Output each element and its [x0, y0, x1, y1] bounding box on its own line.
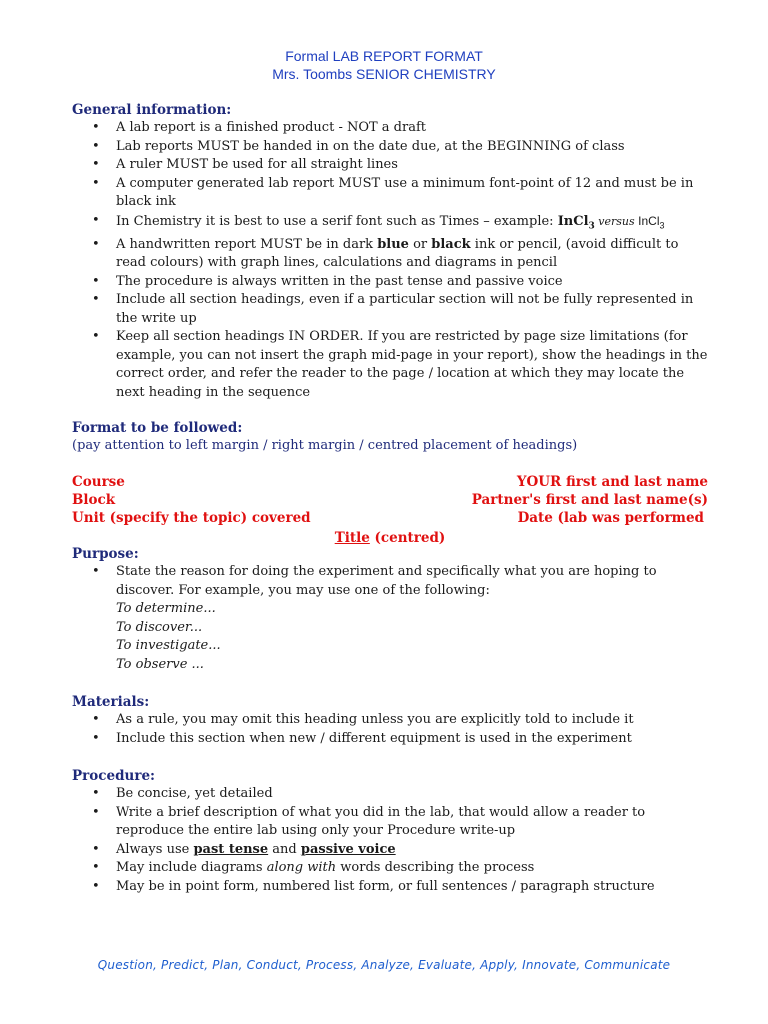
header-left: Course	[72, 474, 125, 490]
header-row-1	[72, 473, 708, 491]
title-word: Title (centred)	[334, 530, 446, 546]
section-heading: Materials:	[72, 694, 150, 710]
example-line: To investigate...	[116, 638, 221, 653]
bullet-marker: •	[92, 841, 100, 857]
header-left: Block	[72, 492, 116, 508]
bullet-list	[72, 119, 708, 402]
list-item	[72, 175, 708, 212]
list-item-text: Include all section headings, even if a particular section will not be fully represented in the write up	[116, 292, 694, 326]
list-item-text: Be concise, yet detailed	[116, 786, 273, 801]
header-right: Partner's first and last name(s)	[471, 492, 708, 508]
list-item	[72, 785, 708, 804]
bullet-list	[72, 785, 708, 896]
list-item: • May include diagrams along with words describing the process	[72, 859, 708, 878]
past-tense: past tense	[193, 841, 269, 857]
bold-black: black	[431, 236, 471, 252]
header-right: YOUR first and last name	[516, 474, 708, 490]
document-title	[0, 47, 768, 83]
list-item-text: Write a brief description of what you did in the lab, that would allow a reader to reproduce the entire lab using only your Procedure write-up	[116, 804, 646, 838]
materials-section	[72, 693, 708, 748]
example-line: To observe ...	[116, 656, 204, 672]
title-centred-line	[72, 527, 708, 547]
bullet-marker: •	[92, 292, 100, 308]
list-item	[72, 730, 708, 749]
list-item	[72, 273, 708, 292]
list-item-text: A lab report is a finished product - NOT a draft	[116, 120, 427, 135]
bullet-marker: •	[92, 564, 100, 579]
header-right: Date (lab was performed	[517, 510, 704, 526]
purpose-section	[72, 545, 708, 674]
bullet-marker: •	[92, 730, 100, 746]
section-heading: Format to be followed:	[72, 420, 243, 436]
list-item	[72, 711, 708, 730]
list-item-text: A computer generated lab report MUST use a minimum font-point of 12 and must be in black ink	[116, 175, 694, 209]
list-item-text: As a rule, you may omit this heading unless you are explicitly told to include it	[116, 712, 634, 727]
example-line: To discover...	[116, 619, 203, 635]
bold-blue: blue	[377, 236, 409, 252]
footer-motto: Question, Predict, Plan, Conduct, Process, Analyze, Evaluate, Apply, Innovate, Communicate	[97, 958, 671, 972]
section-heading: General information:	[72, 102, 232, 118]
bullet-marker: •	[92, 212, 100, 228]
general-information-section	[72, 101, 708, 402]
list-item	[72, 328, 708, 402]
bullet-marker: •	[92, 804, 100, 820]
bullet-marker: •	[92, 860, 100, 875]
format-section	[72, 419, 708, 547]
header-row-3	[72, 509, 708, 527]
list-item-text: State the reason for doing the experiment and specifically what you are hoping to discover. For example, you may use one of the following:	[116, 564, 657, 598]
list-item: • Always use past tense and passive voice	[72, 841, 708, 860]
serif-example: InCl$_3$	[557, 213, 595, 232]
title-line-1: Formal LAB REPORT FORMAT	[285, 48, 483, 64]
list-item-text: Lab reports MUST be handed in on the date due, at the BEGINNING of class	[116, 138, 625, 154]
list-item-text: In Chemistry it is best to use a serif font such as Times – example:	[116, 213, 558, 229]
list-item	[72, 804, 708, 841]
bullet-list	[72, 711, 708, 748]
format-note: (pay attention to left margin / right margin / centred placement of headings)	[72, 438, 578, 453]
sans-example: InCl$_3$	[638, 213, 665, 230]
header-row-2	[72, 491, 708, 509]
section-heading: Procedure:	[72, 768, 156, 784]
procedure-section	[72, 767, 708, 896]
list-item-text: The procedure is always written in the past tense and passive voice	[116, 273, 563, 289]
list-item	[72, 156, 708, 175]
section-heading: Purpose:	[72, 546, 139, 562]
header-left: Unit (specify the topic) covered	[72, 510, 311, 526]
example-line: To determine...	[116, 601, 216, 616]
bullet-marker: •	[92, 157, 100, 172]
list-item	[72, 212, 708, 236]
bullet-list	[72, 563, 708, 600]
list-item	[72, 119, 708, 138]
title-line-2: Mrs. Toombs SENIOR CHEMISTRY	[272, 66, 496, 82]
bullet-marker: •	[92, 878, 100, 894]
bullet-marker: •	[92, 712, 100, 727]
bullet-marker: •	[92, 175, 100, 191]
bullet-marker: •	[92, 120, 100, 135]
list-item	[72, 138, 708, 157]
list-item-text: Include this section when new / different equipment is used in the experiment	[116, 730, 632, 746]
list-item	[72, 878, 708, 897]
passive-voice: passive voice	[300, 841, 396, 857]
bullet-marker: •	[92, 236, 100, 252]
bullet-marker: •	[92, 138, 100, 154]
list-item	[72, 291, 708, 328]
versus-text: versus	[594, 214, 639, 228]
bullet-marker: •	[92, 273, 100, 289]
along-with-emphasis: along with	[266, 860, 337, 875]
list-item-text: May be in point form, numbered list form, or full sentences / paragraph structure	[116, 878, 655, 894]
list-item: • A handwritten report MUST be in dark blue or black ink or pencil, (avoid difficult to read colours) with graph lines, calculations and diagrams in pencil	[92, 236, 679, 271]
list-item-text: A ruler MUST be used for all straight lines	[116, 157, 398, 172]
bullet-marker: •	[92, 786, 100, 801]
list-item-text: Keep all section headings IN ORDER. If you are restricted by page size limitations (for example, you can not insert the graph mid-page in your report), show the headings in the correct order, and refer the reader to the page / location at which they may locate the next heading in the sequence	[116, 329, 708, 400]
bullet-marker: •	[92, 329, 100, 345]
list-item	[72, 563, 708, 600]
